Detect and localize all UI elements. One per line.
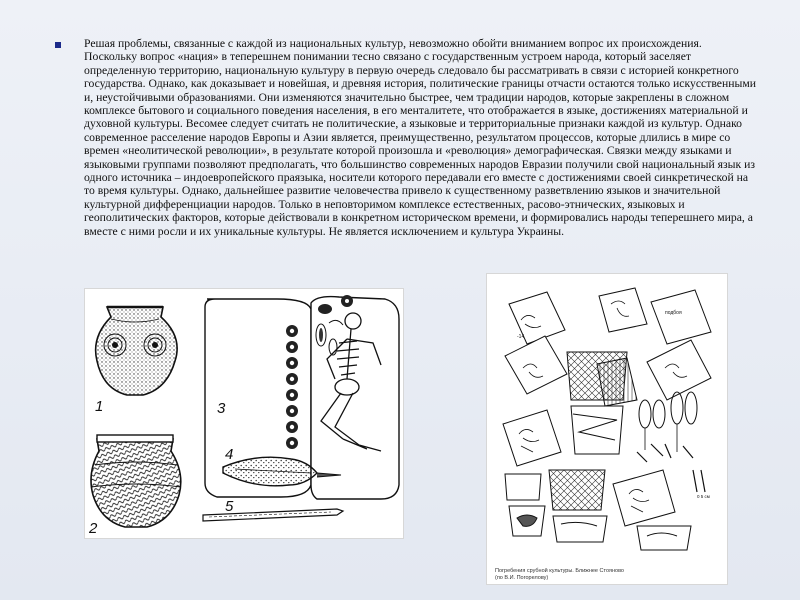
rings-drawing xyxy=(639,392,697,452)
figure-label-5: 5 xyxy=(225,498,234,515)
vessel-2-drawing xyxy=(91,435,181,527)
label-minus-14: -14 xyxy=(517,334,525,340)
burials-drawing xyxy=(487,274,727,564)
artifacts-drawing xyxy=(85,289,403,538)
caption-line-1: Погребения срубной культуры. Ближнее Стояново xyxy=(495,568,624,574)
scale-label: 0 5 см xyxy=(697,494,710,499)
pin-drawing xyxy=(203,509,343,521)
body-paragraph: Решая проблемы, связанные с каждой из национальных культур, невозможно обойти вниманием вопрос их происхождения. Поскольку вопрос «нация» в теперешнем понимании тесно связано с государственным устроем народа, который заселяет определенную территорию, национальную культуру в первую очередь следовало бы рассматривать в связи с историей конкретного государства. Однако, как доказывает и новейшая, и древняя история, политические границы отчасти остаются только искусственными и, неустойчивыми образованиями. Они изменяются значительно быстрее, чем традиции народов, которые закреплены в сложном комплексе бытового и социального поведения населения, в его менталитете, что отображается в языке, достижениях материальной и духовной культуры. Весомее следует считать не политические, а языковые и территориальные признаки каждой из культур. Однако современное расселение народов Европы и Азии является, преимущественно, результатом процессов, которые длились в мире со времен «неолитической революции», в результате которой произошла и «революция» демографическая. Связки между языками и языковыми группами позволяют предполагать, что большинство современных народов Евразии получили свой национальный язык из одного источника – индоевропейского праязыка, носители которого передавали его вместе с достижениями своей синкретической на то время культуры. Однако, дальнейшее развитие человечества привело к существенному разветвлению языков и значительной культурной дифференциации народов. Только в неповторимом комплексе естественных, расово-этнических, языковых и геополитических факторов, которые действовали в конкретном историческом времени, и формировались народы теперешнего мира, а вместе с ними росли и их уникальные культуры. Не является исключением и культура Украины. xyxy=(84,37,756,238)
bullet-marker xyxy=(55,42,61,48)
figure-caption xyxy=(495,568,624,581)
figure-label-4: 4 xyxy=(225,446,234,463)
caption-line-2: (по В.И. Погорелову) xyxy=(495,574,549,581)
figure-label-3: 3 xyxy=(217,400,226,417)
label-podboi: подбоя xyxy=(665,310,682,316)
vessels-middle xyxy=(567,352,637,454)
vessel-1-drawing xyxy=(96,307,178,395)
figure-label-2: 2 xyxy=(89,520,98,537)
figure-label-1: 1 xyxy=(95,398,104,415)
burials-illustration xyxy=(486,273,728,585)
artifacts-illustration xyxy=(84,288,404,539)
